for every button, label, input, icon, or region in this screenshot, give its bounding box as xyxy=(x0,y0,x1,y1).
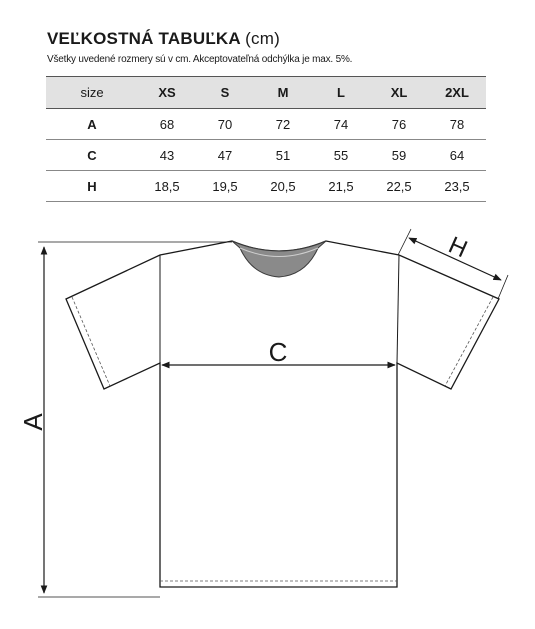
table-cell: 47 xyxy=(196,140,254,171)
tshirt-outline xyxy=(66,241,499,587)
table-cell: 21,5 xyxy=(312,171,370,202)
table-cell: 22,5 xyxy=(370,171,428,202)
header-cell-m: M xyxy=(254,77,312,109)
table-cell: 20,5 xyxy=(254,171,312,202)
table-cell: 51 xyxy=(254,140,312,171)
size-table-header-row xyxy=(46,77,486,109)
header-cell-xl: XL xyxy=(370,77,428,109)
table-cell: 23,5 xyxy=(428,171,486,202)
row-label: A xyxy=(46,109,138,140)
dimension-h-tick-right xyxy=(498,275,508,299)
header-cell-2xl: 2XL xyxy=(428,77,486,109)
table-cell: 78 xyxy=(428,109,486,140)
table-cell: 74 xyxy=(312,109,370,140)
row-label: C xyxy=(46,140,138,171)
dimension-h-tick-left xyxy=(398,229,411,255)
header-cell-s: S xyxy=(196,77,254,109)
title-text: VEĽKOSTNÁ TABUĽKA xyxy=(47,29,241,48)
header-cell-size: size xyxy=(46,77,138,109)
table-cell: 70 xyxy=(196,109,254,140)
table-cell: 55 xyxy=(312,140,370,171)
page-subtitle: Všetky uvedené rozmery sú v cm. Akceptovateľná odchýlka je max. 5%. xyxy=(47,54,353,65)
table-row xyxy=(46,140,486,171)
tshirt-measurement-diagram xyxy=(0,215,535,629)
table-cell: 72 xyxy=(254,109,312,140)
header-cell-l: L xyxy=(312,77,370,109)
dimension-a-label: A xyxy=(18,413,48,431)
table-row xyxy=(46,171,486,202)
table-cell: 43 xyxy=(138,140,196,171)
table-row xyxy=(46,109,486,140)
table-cell: 64 xyxy=(428,140,486,171)
row-label: H xyxy=(46,171,138,202)
table-cell: 59 xyxy=(370,140,428,171)
table-cell: 19,5 xyxy=(196,171,254,202)
header-cell-xs: XS xyxy=(138,77,196,109)
page-title xyxy=(47,29,280,49)
dimension-c-label: C xyxy=(268,337,288,367)
size-table xyxy=(46,76,486,202)
title-unit: (cm) xyxy=(245,29,280,48)
table-cell: 18,5 xyxy=(138,171,196,202)
dimension-h-label: H xyxy=(444,231,472,264)
table-cell: 76 xyxy=(370,109,428,140)
table-cell: 68 xyxy=(138,109,196,140)
